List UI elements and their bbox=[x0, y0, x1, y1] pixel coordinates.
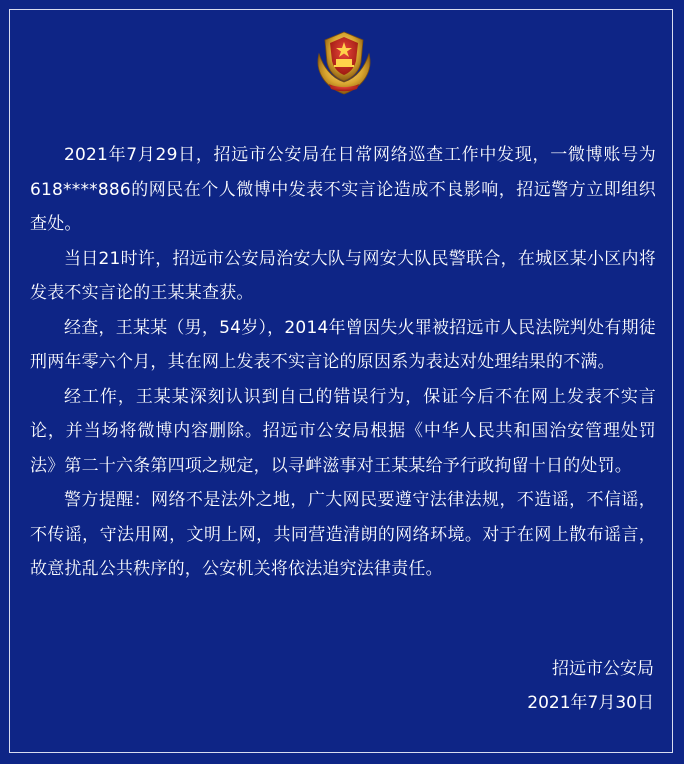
signature-date: 2021年7月30日 bbox=[527, 693, 654, 713]
signature-org: 招远市公安局 bbox=[552, 659, 654, 679]
signature-block bbox=[527, 652, 654, 720]
police-emblem-icon bbox=[309, 26, 379, 98]
paragraph: 经查，王某某（男，54岁），2014年曾因失火罪被招远市人民法院判处有期徒刑两年零六个月，其在网上发表不实言论的原因系为表达对处理结果的不满。 bbox=[30, 317, 656, 372]
paragraph: 经工作，王某某深刻认识到自己的错误行为，保证今后不在网上发表不实言论，并当场将微博内容删除。招远市公安局根据《中华人民共和国治安管理处罚法》第二十六条第四项之规定，以寻衅滋事对王某某给予行政拘留十日的处罚。 bbox=[30, 386, 656, 476]
notice-body bbox=[30, 138, 656, 587]
paragraph: 当日21时许，招远市公安局治安大队与网安大队民警联合，在城区某小区内将发表不实言论的王某某查获。 bbox=[30, 248, 656, 303]
paragraph: 警方提醒：网络不是法外之地，广大网民要遵守法律法规，不造谣，不信谣，不传谣，守法用网，文明上网，共同营造清朗的网络环境。对于在网上散布谣言，故意扰乱公共秩序的，公安机关将依法追究法律责任。 bbox=[30, 490, 656, 579]
paragraph: 2021年7月29日，招远市公安局在日常网络巡查工作中发现，一微博账号为618****886的网民在个人微博中发表不实言论造成不良影响，招远警方立即组织查处。 bbox=[30, 145, 656, 234]
